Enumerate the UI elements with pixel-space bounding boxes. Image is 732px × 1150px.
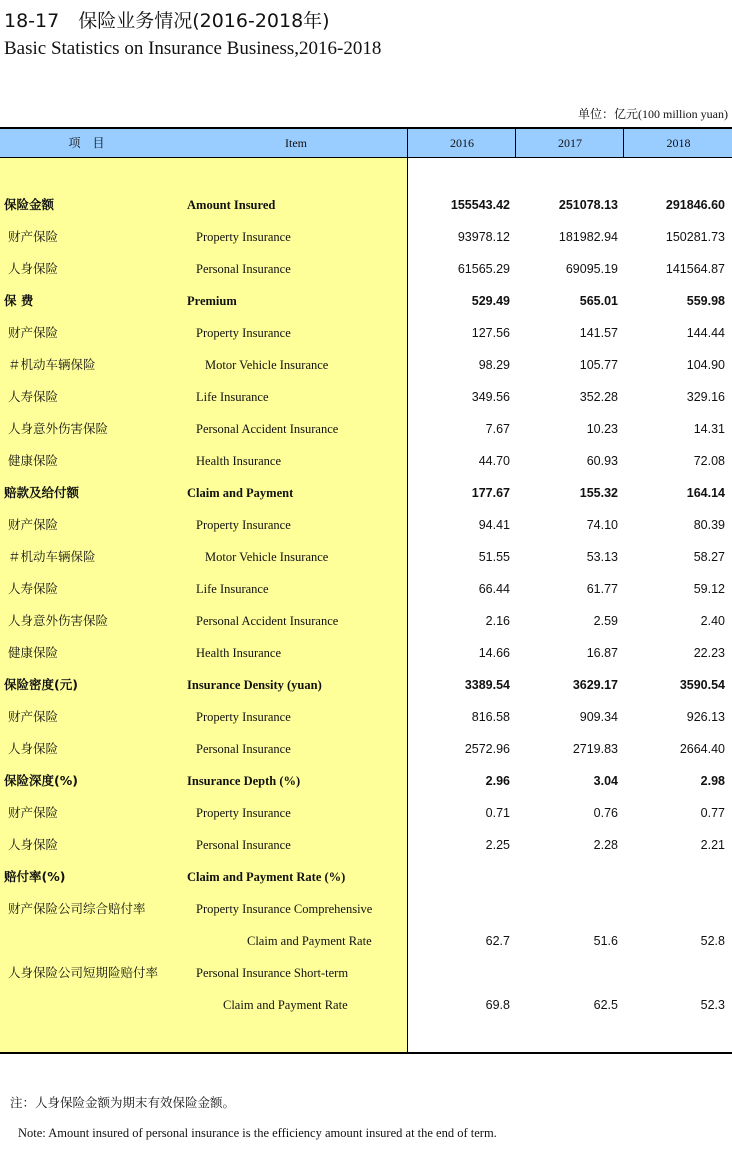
- row-label-en: Premium: [187, 294, 237, 308]
- row-value-2018: 14.31: [693, 422, 725, 436]
- table-body: [0, 189, 732, 1021]
- row-value-2017: 0.76: [593, 806, 618, 820]
- table-row: [0, 413, 732, 445]
- row-label-cn: 赔款及给付额: [4, 485, 80, 500]
- row-label-cn: 人身保险: [8, 261, 59, 276]
- row-label-en: Claim and Payment Rate: [223, 998, 348, 1012]
- row-value-2018: [625, 861, 725, 893]
- row-value-2017: 69095.19: [565, 262, 618, 276]
- row-value-2017: 62.5: [593, 998, 618, 1012]
- table-row: [0, 765, 732, 797]
- row-value-2016: 44.70: [478, 454, 510, 468]
- row-value-2017: 141.57: [579, 326, 618, 340]
- row-value-2016: 155543.42: [450, 198, 510, 212]
- row-value-2016: 98.29: [478, 358, 510, 372]
- row-value-2017: 51.6: [593, 934, 618, 948]
- page-title-cn: 18-17 保险业务情况(2016-2018年): [4, 10, 330, 32]
- footnote-cn: 注：人身保险金额为期末有效保险金额。: [10, 1095, 236, 1110]
- row-value-2017: 53.13: [586, 550, 618, 564]
- footnote-en: Note: Amount insured of personal insurance is the efficiency amount insured at the end of term.: [18, 1126, 497, 1140]
- row-value-2017: 3629.17: [572, 678, 618, 692]
- row-value-2017: 2.59: [593, 614, 618, 628]
- row-value-2018: 2.40: [700, 614, 725, 628]
- row-label-en: Motor Vehicle Insurance: [205, 358, 329, 372]
- row-label-cn: 健康保险: [8, 645, 59, 660]
- row-value-2016: 66.44: [478, 582, 510, 596]
- table-row: [0, 445, 732, 477]
- table-row: [0, 477, 732, 509]
- row-label-en: Claim and Payment Rate: [247, 934, 372, 948]
- row-label-en: Amount Insured: [187, 198, 276, 212]
- row-value-2018: 104.90: [686, 358, 725, 372]
- row-value-2017: 181982.94: [558, 230, 618, 244]
- row-value-2018: [625, 957, 725, 989]
- table-row: [0, 285, 732, 317]
- table-row: [0, 349, 732, 381]
- row-value-2017: 105.77: [579, 358, 618, 372]
- row-value-2018: [625, 893, 725, 925]
- row-value-2016: 127.56: [471, 326, 510, 340]
- row-value-2018: 291846.60: [665, 198, 725, 212]
- row-value-2016: 2.96: [485, 774, 510, 788]
- row-label-cn: 人身意外伤害保险: [8, 421, 109, 436]
- row-value-2017: 352.28: [579, 390, 618, 404]
- row-label-en: Property Insurance: [196, 326, 291, 340]
- row-label-en: Property Insurance: [196, 230, 291, 244]
- header-year-2017: 2017: [515, 129, 624, 157]
- row-label-cn: 财产保险: [8, 805, 59, 820]
- table-header: [0, 129, 732, 158]
- row-label-cn: 人身保险公司短期险赔付率: [8, 965, 159, 980]
- row-value-2016: [410, 861, 510, 893]
- header-item-cn: 项目: [68, 136, 117, 150]
- table-row: [0, 925, 732, 957]
- row-value-2016: 7.67: [485, 422, 510, 436]
- row-label-en: Life Insurance: [196, 390, 269, 404]
- row-value-2016: 2572.96: [464, 742, 510, 756]
- table-row: [0, 957, 732, 989]
- row-label-en: Health Insurance: [196, 454, 282, 468]
- row-value-2018: 2664.40: [679, 742, 725, 756]
- row-label-en: Personal Insurance: [196, 838, 291, 852]
- row-value-2017: 155.32: [579, 486, 618, 500]
- row-value-2016: 816.58: [471, 710, 510, 724]
- row-label-cn: 保险深度(%): [4, 773, 78, 788]
- row-label-cn: 财产保险: [8, 229, 59, 244]
- row-value-2018: 52.8: [700, 934, 725, 948]
- row-value-2017: 60.93: [586, 454, 618, 468]
- row-label-en: Personal Insurance Short-term: [196, 966, 349, 980]
- row-label-cn: 人身保险: [8, 741, 59, 756]
- row-label-en: Personal Accident Insurance: [196, 422, 339, 436]
- row-label-cn: ＃机动车辆保险: [8, 549, 96, 564]
- table-row: [0, 797, 732, 829]
- table-row: [0, 893, 732, 925]
- row-value-2016: 93978.12: [457, 230, 510, 244]
- row-value-2017: 61.77: [586, 582, 618, 596]
- table-row: [0, 317, 732, 349]
- table-row: [0, 605, 732, 637]
- row-value-2018: 0.77: [700, 806, 725, 820]
- row-value-2017: 74.10: [586, 518, 618, 532]
- row-value-2017: 2719.83: [572, 742, 618, 756]
- row-value-2017: 251078.13: [558, 198, 618, 212]
- row-label-cn: 人身保险: [8, 837, 59, 852]
- row-label-en: Property Insurance: [196, 518, 291, 532]
- row-label-en: Life Insurance: [196, 582, 269, 596]
- row-value-2017: 16.87: [586, 646, 618, 660]
- row-value-2018: 559.98: [686, 294, 725, 308]
- row-label-en: Claim and Payment: [187, 486, 294, 500]
- row-value-2018: 144.44: [686, 326, 725, 340]
- row-value-2018: 58.27: [693, 550, 725, 564]
- row-value-2018: 2.21: [700, 838, 725, 852]
- table-row: [0, 989, 732, 1021]
- row-value-2017: [518, 893, 618, 925]
- row-label-cn: 保 费: [4, 293, 34, 308]
- row-value-2017: 565.01: [579, 294, 618, 308]
- row-value-2018: 926.13: [686, 710, 725, 724]
- table-row: [0, 861, 732, 893]
- row-value-2016: 62.7: [485, 934, 510, 948]
- row-label-en: Claim and Payment Rate (%): [187, 870, 346, 884]
- row-value-2016: 61565.29: [457, 262, 510, 276]
- row-label-en: Personal Insurance: [196, 262, 291, 276]
- row-value-2017: [518, 957, 618, 989]
- table-top-rule: [0, 127, 732, 129]
- row-label-en: Property Insurance Comprehensive: [196, 902, 373, 916]
- unit-label-en: (100 million yuan): [638, 107, 728, 121]
- header-year-2016: 2016: [407, 129, 516, 157]
- row-value-2016: 0.71: [485, 806, 510, 820]
- row-value-2017: 909.34: [579, 710, 618, 724]
- row-label-cn: 人寿保险: [8, 581, 59, 596]
- unit-label-cn: 单位：亿元: [577, 107, 638, 121]
- table-row: [0, 733, 732, 765]
- row-label-en: Property Insurance: [196, 806, 291, 820]
- row-value-2016: 94.41: [478, 518, 510, 532]
- row-label-cn: 健康保险: [8, 453, 59, 468]
- table-row: [0, 829, 732, 861]
- row-label-en: Health Insurance: [196, 646, 282, 660]
- table-row: [0, 637, 732, 669]
- row-value-2018: 141564.87: [665, 262, 725, 276]
- row-value-2016: 51.55: [478, 550, 510, 564]
- header-year-2018: 2018: [623, 129, 732, 157]
- table-row: [0, 509, 732, 541]
- row-label-cn: 人身意外伤害保险: [8, 613, 109, 628]
- header-item-en: Item: [285, 136, 307, 150]
- row-label-en: Motor Vehicle Insurance: [205, 550, 329, 564]
- row-value-2018: 3590.54: [679, 678, 725, 692]
- table-row: [0, 541, 732, 573]
- row-value-2017: 2.28: [593, 838, 618, 852]
- row-label-en: Personal Accident Insurance: [196, 614, 339, 628]
- table-row: [0, 381, 732, 413]
- row-value-2016: 2.25: [485, 838, 510, 852]
- row-value-2016: 349.56: [471, 390, 510, 404]
- row-value-2016: 3389.54: [464, 678, 510, 692]
- row-value-2016: 69.8: [485, 998, 510, 1012]
- row-value-2016: 2.16: [485, 614, 510, 628]
- row-label-cn: 财产保险: [8, 325, 59, 340]
- row-value-2016: 14.66: [478, 646, 510, 660]
- row-label-en: Property Insurance: [196, 710, 291, 724]
- row-value-2018: 22.23: [693, 646, 725, 660]
- row-label-cn: 人寿保险: [8, 389, 59, 404]
- row-label-cn: ＃机动车辆保险: [8, 357, 96, 372]
- row-value-2016: [410, 893, 510, 925]
- table-row: [0, 669, 732, 701]
- table-row: [0, 701, 732, 733]
- table-bottom-rule: [0, 1052, 732, 1054]
- table-row: [0, 189, 732, 221]
- row-value-2017: [518, 861, 618, 893]
- row-value-2018: 150281.73: [665, 230, 725, 244]
- row-value-2018: 72.08: [693, 454, 725, 468]
- row-label-en: Personal Insurance: [196, 742, 291, 756]
- row-value-2018: 52.3: [700, 998, 725, 1012]
- row-value-2017: 10.23: [586, 422, 618, 436]
- row-label-cn: 财产保险: [8, 709, 59, 724]
- row-value-2018: 2.98: [700, 774, 725, 788]
- row-label-cn: 财产保险: [8, 517, 59, 532]
- row-value-2018: 59.12: [693, 582, 725, 596]
- row-label-en: Insurance Depth (%): [187, 774, 301, 788]
- row-label-cn: 财产保险公司综合赔付率: [8, 901, 146, 916]
- row-label-cn: 保险金额: [4, 197, 55, 212]
- page-title-en: Basic Statistics on Insurance Business,2016-2018: [4, 38, 382, 59]
- row-value-2018: 164.14: [686, 486, 725, 500]
- unit-label: [578, 105, 728, 122]
- table-row: [0, 573, 732, 605]
- row-label-cn: 赔付率(%): [4, 869, 66, 884]
- row-value-2018: 329.16: [686, 390, 725, 404]
- row-value-2017: 3.04: [593, 774, 618, 788]
- row-value-2016: 177.67: [471, 486, 510, 500]
- row-value-2018: 80.39: [693, 518, 725, 532]
- row-value-2016: 529.49: [471, 294, 510, 308]
- table-row: [0, 221, 732, 253]
- table-row: [0, 253, 732, 285]
- row-label-cn: 保险密度(元): [4, 677, 78, 692]
- row-label-en: Insurance Density (yuan): [187, 678, 322, 692]
- row-value-2016: [410, 957, 510, 989]
